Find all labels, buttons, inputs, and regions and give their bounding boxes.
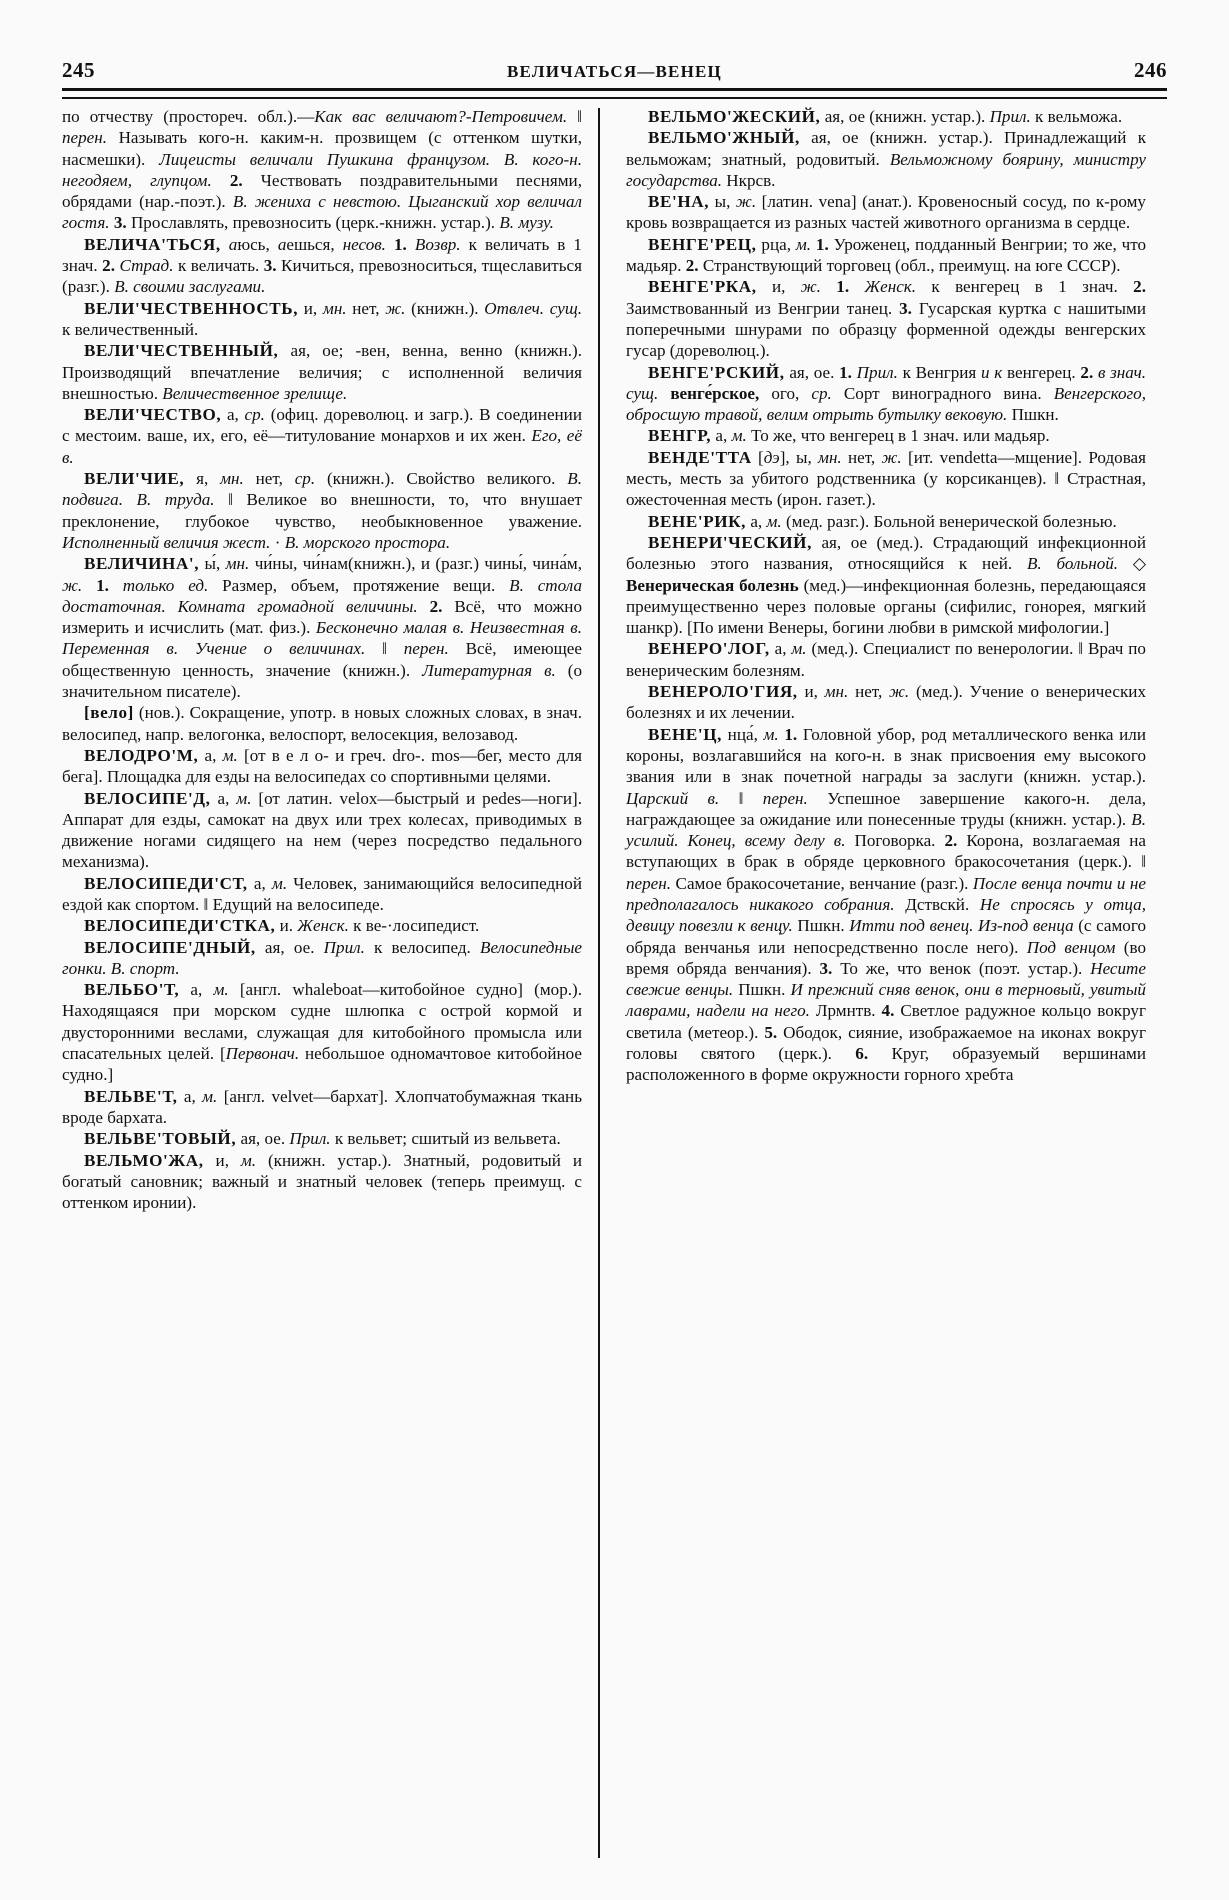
dictionary-entry: [626, 425, 1146, 446]
entry-definition: и, м. (книжн. устар.). Знатный, родовитый и богатый сановник; важный и знатный человек (теперь преимущ. с оттенком иронии).: [62, 1150, 582, 1213]
dictionary-entry: [62, 788, 582, 873]
entry-headword: ВЕНГЕ'РКА,: [648, 277, 757, 297]
continuation-paragraph: по отчеству (простореч. обл.).—Как вас величают?-Петровичем. ‖ перен. Называть кого-н. каким-н. прозвищем (с оттенком шутки, насмешки). Лицеисты величали Пушкина французом. В. кого-н. негодяем, глупцом. 2. Чествовать поздравительными песнями, обрядами (нар.-поэт.). В. жениха с невстою. Цыганский хор величал гостя. 3. Прославлять, превозносить (церк.-книжн. устар.). В. музу.: [62, 107, 582, 233]
dictionary-entry: [62, 1150, 582, 1214]
dictionary-entry: [62, 298, 582, 341]
running-head: [62, 58, 1167, 84]
entry-definition: ая, ое. Прил. к вельвет; сшитый из вельвета.: [236, 1129, 561, 1149]
entry-definition: а, м. (мед. разг.). Больной венерической болезнью.: [746, 511, 1117, 531]
dictionary-entry: [62, 745, 582, 788]
dictionary-entry: [626, 511, 1146, 532]
entry-headword: ВЕНГР,: [648, 426, 712, 446]
entry-definition: а, м. Человек, занимающийся велосипедной ездой как спортом. ‖ Едущий на велосипеде.: [62, 873, 582, 914]
entry-definition: ы́, мн. чи́ны, чи́нам(книжн.), и (разг.) чины́, чина́м, ж. 1. только ед. Размер, объем, протяжение вещи. В. стола достаточная. Комната громадной величины. 2. Всё, что можно измерить и исчислить (мат. физ.). Бесконечно малая в. Неизвестная в. Переменная в. Учение о величинах. ‖ перен. Всё, имеющее общественную ценность, значение (книжн.). Литературная в. (о значительном писателе).: [62, 554, 582, 702]
dictionary-entry: [62, 468, 582, 553]
right-column: [600, 106, 1146, 1860]
entry-definition: а, м. [англ. velvet—бархат]. Хлопчатобумажная ткань вроде бархата.: [62, 1086, 582, 1127]
entry-headword: ВЕЛИ'ЧЕСТВЕННОСТЬ,: [84, 298, 299, 318]
entry-headword: ВЕЛИ'ЧЕСТВЕННЫЙ,: [84, 341, 279, 361]
entry-headword: ВЕЛЬМО'ЖА,: [84, 1150, 204, 1170]
dictionary-entry: [626, 234, 1146, 277]
entry-headword: ВЕЛЬВЕ'Т,: [84, 1086, 178, 1106]
entry-definition: ая, ое. 1. Прил. к Венгрия и к венгерец. 2. в знач. сущ. венге́рское, ого, ср. Сорт виноградного вина. Венгерского, обросшую травой, велим отрыть бутылку вековую. Пшкн.: [626, 362, 1146, 425]
entry-headword: ВЕНДЕ'ТТА: [648, 447, 752, 467]
entry-definition: аюсь, аешься, несов. 1. Возвр. к величать в 1 знач. 2. Страд. к величать. 3. Кичиться, превозноситься, тщеславиться (разг.). В. своими заслугами.: [62, 234, 582, 297]
entry-headword: ВЕЛЬМО'ЖНЫЙ,: [648, 128, 800, 148]
entry-definition: ая, ое (мед.). Страдающий инфекционной болезнью этого названия, относящийся к ней. В. больной. ◇ Венерическая болезнь (мед.)—инфекционная болезнь, передающаяся преимущественно через половые органы (сифилис, гонорея, мягкий шанкр). [По имени Венеры, богини любви в римской мифологии.]: [626, 532, 1147, 638]
entry-headword: ВЕЛОСИПЕ'Д,: [84, 788, 211, 808]
dictionary-entry: [62, 915, 582, 936]
dictionary-entry: [62, 873, 582, 916]
dictionary-entry: [626, 532, 1146, 638]
dictionary-entry: [626, 724, 1146, 1086]
text-columns: [62, 106, 1169, 1860]
left-column: [62, 106, 598, 1860]
page-number-right: 246: [1133, 58, 1167, 82]
entry-definition: а, м. [англ. whaleboat—китобойное судно] (мор.). Находящаяся при морском судне шлюпка с острой кормой и двусторонними веслами, служащая для китобойного промысла или спасательных целей. [Первонач. небольшое одномачтовое китобойное судно.]: [62, 980, 582, 1085]
left-entry-list: [62, 234, 582, 1214]
dictionary-entry: [62, 1086, 582, 1129]
dictionary-entry: [62, 979, 582, 1085]
dictionary-entry: [62, 234, 582, 298]
dictionary-entry: [626, 447, 1146, 511]
right-entry-list: [626, 106, 1146, 1086]
entry-definition: [дэ], ы, мн. нет, ж. [ит. vendetta—мщение]. Родовая месть, месть за убитого родственника (у корсиканцев). ‖ Страстная, ожесточенная месть (ирон. газет.).: [626, 447, 1146, 510]
entry-headword: ВЕНГЕ'РСКИЙ,: [648, 362, 785, 382]
entry-definition: и, мн. нет, ж. (книжн.). Отвлеч. сущ. к величественный.: [62, 298, 582, 339]
entry-definition: а, м. [от в е л о- и греч. dro-. mos—бег, место для бега]. Площадка для езды на велосипедах со спортивными целями.: [62, 745, 582, 787]
entry-headword: ВЕЛИ'ЧЕСТВО,: [84, 405, 222, 425]
entry-headword: ВЕЛОСИПЕДИ'СТ,: [84, 873, 248, 893]
entry-definition: а, м. (мед.). Специалист по венерологии. ‖ Врач по венерическим болезням.: [626, 639, 1146, 680]
entry-definition: ая, ое; -вен, венна, венно (книжн.). Производящий впечатление величия; с исполненной величия внешностью. Величественное зрелище.: [62, 341, 582, 403]
entry-definition: рца, м. 1. Уроженец, подданный Венгрии; то же, что мадьяр. 2. Странствующий торговец (обл., преимущ. на юге СССР).: [626, 234, 1146, 276]
dictionary-entry: [626, 362, 1146, 426]
entry-headword: ВЕЛИЧА'ТЬСЯ,: [84, 234, 221, 254]
entry-headword: [вело]: [84, 703, 134, 723]
dictionary-entry: [626, 681, 1146, 724]
dictionary-entry: [62, 937, 582, 980]
entry-definition: ая, ое (книжн. устар.). Принадлежащий к вельможам; знатный, родовитый. Вельможному боярину, министру государства. Нкрсв.: [626, 128, 1146, 190]
header-rule: [62, 88, 1167, 99]
dictionary-entry: [626, 276, 1146, 361]
dictionary-entry: [62, 404, 582, 468]
dictionary-entry: [626, 191, 1146, 234]
entry-definition: и, мн. нет, ж. (мед.). Учение о венерических болезнях и их лечении.: [626, 682, 1146, 723]
entry-definition: ая, ое. Прил. к велосипед. Велосипедные гонки. В. спорт.: [62, 937, 582, 978]
dictionary-entry: [62, 553, 582, 702]
dictionary-entry: [62, 702, 582, 745]
entry-headword: ВЕ'НА,: [648, 192, 710, 212]
entry-headword: ВЕЛИЧИНА',: [84, 554, 200, 574]
entry-headword: ВЕНЕРИ'ЧЕСКИЙ,: [648, 532, 812, 552]
page-number-left: 245: [62, 58, 95, 82]
entry-headword: ВЕЛЬБО'Т,: [84, 980, 180, 1000]
entry-headword: ВЕНЕ'Ц,: [648, 724, 723, 744]
entry-definition: а, м. [от латин. velox—быстрый и pedes—ноги]. Аппарат для езды, самокат на двух или трех колесах, приводимых в движение ногами сидящего на нем (через посредство педального механизма).: [62, 788, 582, 872]
entry-definition: ая, ое (книжн. устар.). Прил. к вельможа.: [820, 107, 1123, 126]
entry-headword: ВЕЛОДРО'М,: [84, 745, 199, 765]
entry-definition: а, м. То же, что венгерец в 1 знач. или мадьяр.: [711, 426, 1050, 446]
entry-headword: ВЕЛЬМО'ЖЕСКИЙ,: [648, 107, 821, 126]
entry-headword: ВЕЛОСИПЕДИ'СТКА,: [84, 916, 276, 936]
dictionary-entry: [62, 340, 582, 404]
dictionary-entry: [626, 127, 1146, 191]
dictionary-entry: [62, 1128, 582, 1149]
entry-headword: ВЕНЕРОЛО'ГИЯ,: [648, 682, 798, 702]
entry-definition: а, ср. (офиц. дореволюц. и загр.). В соединении с местоим. ваше, их, его, её—титулование монархов и их жен. Его, её в.: [62, 405, 582, 467]
entry-headword: ВЕНЕРО'ЛОГ,: [648, 639, 770, 659]
entry-definition: и. Женск. к ве-·лосипедист.: [275, 916, 480, 936]
entry-definition: и, ж. 1. Женск. к венгерец в 1 знач. 2. Заимствованный из Венгрии танец. 3. Гусарская куртка с нашитыми поперечными шнурами по образцу форменной одежды венгерских гусар (дореволюц.).: [626, 277, 1146, 361]
running-title: ВЕЛИЧАТЬСЯ—ВЕНЕЦ: [507, 62, 722, 81]
dictionary-entry: [626, 106, 1146, 127]
dictionary-entry: [626, 638, 1146, 681]
entry-headword: ВЕНГЕ'РЕЦ,: [648, 234, 757, 254]
entry-definition: я, мн. нет, ср. (книжн.). Свойство великого. В. подвига. В. труда. ‖ Великое во внешности, то, что внушает преклонение, глубокое чувство, необыкновенное уважение. Исполненный величия жест. · В. морского простора.: [62, 469, 583, 552]
entry-definition: (нов.). Сокращение, употр. в новых сложных словах, в знач. велосипед, напр. велогонка, велоспорт, велосекция, велозавод.: [62, 703, 582, 744]
entry-headword: ВЕЛЬВЕ'ТОВЫЙ,: [84, 1129, 237, 1149]
entry-headword: ВЕЛОСИПЕ'ДНЫЙ,: [84, 937, 256, 957]
entry-definition: нца́, м. 1. Головной убор, род металлического венка или короны, возлагавшийся на кого-н. в знак присвоения ему высокого звания или в знак почетной награды за заслуги (книжн. устар.). Царский в. ‖ перен. Успешное завершение какого-н. дела, награждающее за ожидание или понесенные труды (книжн. устар.). В. усилий. Конец, всему делу в. Поговорка. 2. Корона, возлагаемая на вступающих в брак в обряде церковного бракосочетания (церк.). ‖ перен. Самое бракосочетание, венчание (разг.). После венца почти и не предполагалось никакого собрания. Дствскй. Не спросясь у отца, девицу повезли к венцу. Пшкн. Итти под венец. Из-под венца (с самого обряда венчанья или непосредственно после него). Под венцом (во время обряда венчания). 3. То же, что венок (поэт. устар.). Несите свежие венцы. Пшкн. И прежний сняв венок, они в терновый, увитый лаврами, надели на него. Лрмнтв. 4. Светлое радужное кольцо вокруг светила (метеор.). 5. Ободок, сияние, изображаемое на иконах вокруг головы святого (церк.). 6. Круг, образуемый вершинами расположенного в форме окружности горного хребта: [626, 724, 1146, 1085]
entry-headword: ВЕЛИ'ЧИЕ,: [84, 469, 185, 489]
entry-definition: ы, ж. [латин. vena] (анат.). Кровеносный сосуд, по к-рому кровь возвращается из разных частей животного организма в сердце.: [626, 192, 1146, 233]
entry-headword: ВЕНЕ'РИК,: [648, 511, 747, 531]
